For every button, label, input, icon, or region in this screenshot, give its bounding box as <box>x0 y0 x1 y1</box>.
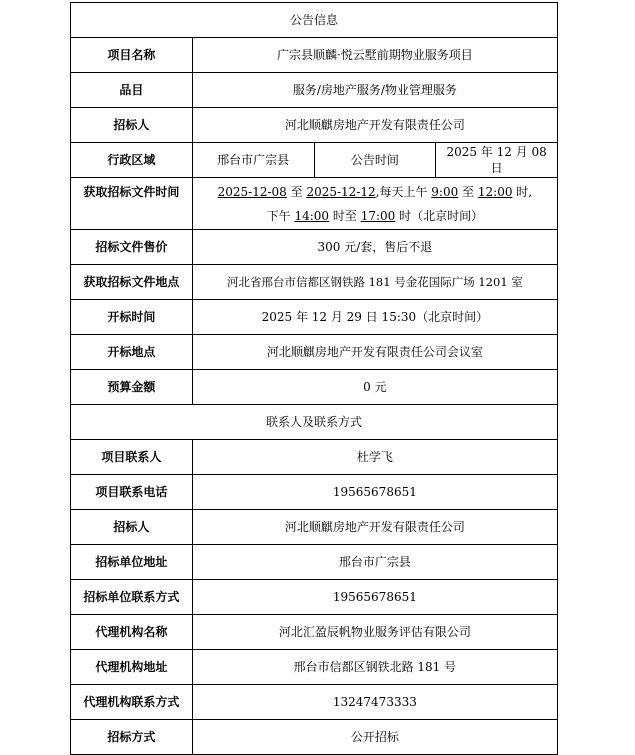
doc-time-pm-start: 14:00 <box>294 208 330 223</box>
row-tenderer <box>71 108 558 143</box>
doc-time-am-start: 9:00 <box>431 184 459 199</box>
tenderer-value: 河北顺麒房地产开发有限责任公司 <box>192 108 557 143</box>
budget-label: 预算金额 <box>71 370 193 405</box>
doc-time-label: 获取招标文件时间 <box>71 178 193 230</box>
row-open-place <box>71 335 558 370</box>
agency-address-label: 代理机构地址 <box>71 650 193 685</box>
category-value: 服务/房地产服务/物业管理服务 <box>192 73 557 108</box>
doc-time-tail-1: 时, <box>512 184 533 199</box>
open-place-value: 河北顺麒房地产开发有限责任公司会议室 <box>192 335 557 370</box>
agency-address-value: 邢台市信都区钢铁北路 181 号 <box>192 650 557 685</box>
doc-price-value: 300 元/套，售后不退 <box>192 230 557 265</box>
doc-time-pm-text: 下午 <box>266 208 295 223</box>
agency-contact-label: 代理机构联系方式 <box>71 685 193 720</box>
project-phone-value: 19565678651 <box>192 475 557 510</box>
doc-time-am-text: ,每天上午 <box>375 184 432 199</box>
project-contact-value: 杜学飞 <box>192 440 557 475</box>
category-label: 品目 <box>71 73 193 108</box>
row-doc-price <box>71 230 558 265</box>
doc-time-line-2 <box>197 208 553 224</box>
tenderer-address-label: 招标单位地址 <box>71 545 193 580</box>
row-tenderer-address <box>71 545 558 580</box>
contact-section-title: 联系人及联系方式 <box>71 405 558 440</box>
doc-time-date-to: 2025-12-12 <box>306 184 376 199</box>
contact-tenderer-value: 河北顺麒房地产开发有限责任公司 <box>192 510 557 545</box>
project-name-label: 项目名称 <box>71 38 193 73</box>
doc-time-am-end: 12:00 <box>477 184 513 199</box>
open-time-value: 2025 年 12 月 29 日 15:30（北京时间） <box>192 300 557 335</box>
method-value: 公开招标 <box>192 720 557 755</box>
agency-name-value: 河北汇盈辰帆物业服务评估有限公司 <box>192 615 557 650</box>
tenderer-address-value: 邢台市广宗县 <box>192 545 557 580</box>
tenderer-contact-value: 19565678651 <box>192 580 557 615</box>
doc-place-label: 获取招标文件地点 <box>71 265 193 300</box>
row-project-phone <box>71 475 558 510</box>
region-label: 行政区域 <box>71 143 193 178</box>
announcement-title: 公告信息 <box>71 3 558 38</box>
open-time-label: 开标时间 <box>71 300 193 335</box>
doc-time-value <box>192 178 557 230</box>
project-phone-label: 项目联系电话 <box>71 475 193 510</box>
doc-time-to-1: 至 <box>286 184 307 199</box>
budget-value: 0 元 <box>192 370 557 405</box>
doc-time-date-from: 2025-12-08 <box>217 184 287 199</box>
doc-time-pm-end: 17:00 <box>360 208 396 223</box>
contact-tenderer-label: 招标人 <box>71 510 193 545</box>
row-method <box>71 720 558 755</box>
tenderer-label: 招标人 <box>71 108 193 143</box>
row-agency-contact <box>71 685 558 720</box>
project-name-value: 广宗县顺麟·悦云墅前期物业服务项目 <box>192 38 557 73</box>
tenderer-contact-label: 招标单位联系方式 <box>71 580 193 615</box>
row-doc-time <box>71 178 558 230</box>
announcement-header-row <box>71 3 558 38</box>
row-region <box>71 143 558 178</box>
row-category <box>71 73 558 108</box>
method-label: 招标方式 <box>71 720 193 755</box>
announcement-table <box>70 2 558 755</box>
doc-time-to-2: 至 <box>458 184 478 199</box>
region-value: 邢台市广宗县 <box>192 143 314 178</box>
row-project-contact <box>71 440 558 475</box>
doc-time-to-3: 时至 <box>329 208 361 223</box>
doc-time-line-1 <box>197 184 553 200</box>
row-contact-tenderer <box>71 510 558 545</box>
doc-time-tail-2: 时（北京时间） <box>395 208 484 223</box>
doc-place-value: 河北省邢台市信都区钢铁路 181 号金花国际广场 1201 室 <box>192 265 557 300</box>
open-place-label: 开标地点 <box>71 335 193 370</box>
agency-contact-value: 13247473333 <box>192 685 557 720</box>
doc-price-label: 招标文件售价 <box>71 230 193 265</box>
row-agency-name <box>71 615 558 650</box>
announce-time-label: 公告时间 <box>314 143 436 178</box>
row-open-time <box>71 300 558 335</box>
row-project-name <box>71 38 558 73</box>
project-contact-label: 项目联系人 <box>71 440 193 475</box>
row-tenderer-contact <box>71 580 558 615</box>
agency-name-label: 代理机构名称 <box>71 615 193 650</box>
row-budget <box>71 370 558 405</box>
announce-time-value: 2025 年 12 月 08 日 <box>436 143 558 178</box>
row-agency-address <box>71 650 558 685</box>
contact-header-row <box>71 405 558 440</box>
row-doc-place <box>71 265 558 300</box>
